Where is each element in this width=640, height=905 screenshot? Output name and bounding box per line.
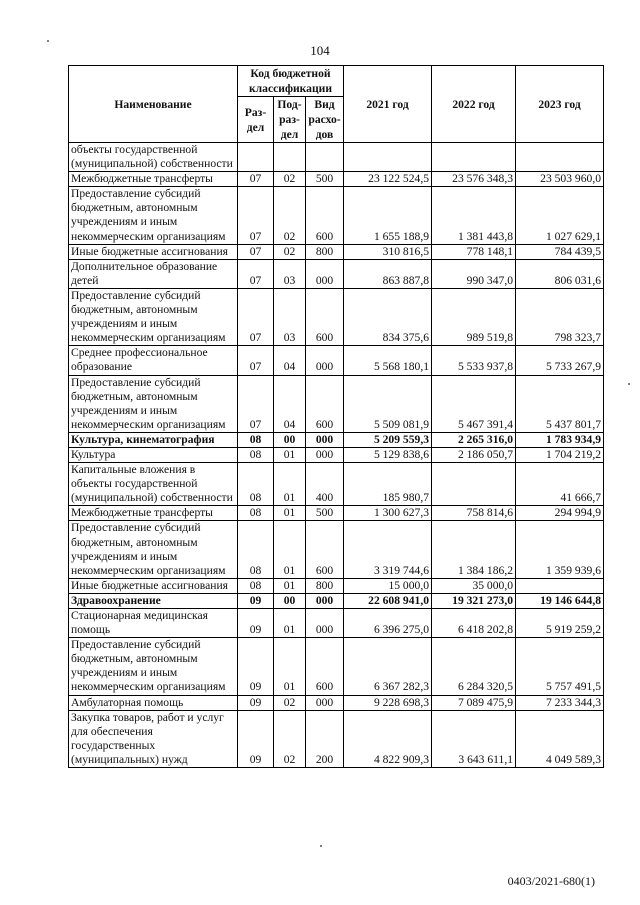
header-name: Наименование — [69, 66, 238, 143]
row-value-2021: 3 319 744,6 — [344, 521, 432, 578]
row-section: 09 — [238, 638, 274, 695]
row-value-2021 — [344, 143, 432, 172]
header-subsection: Под-раз-дел — [274, 97, 306, 143]
row-expense-type: 800 — [306, 578, 344, 593]
row-expense-type: 000 — [306, 432, 344, 447]
row-subsection: 04 — [274, 346, 306, 375]
row-value-2022: 778 148,1 — [432, 244, 516, 259]
row-name: Амбулаторная помощь — [69, 695, 238, 710]
row-subsection: 02 — [274, 172, 306, 187]
row-name: Иные бюджетные ассигнования — [69, 578, 238, 593]
row-name: Межбюджетные трансферты — [69, 506, 238, 521]
row-section: 07 — [238, 346, 274, 375]
row-value-2023 — [516, 143, 604, 172]
row-value-2021: 22 608 941,0 — [344, 593, 432, 608]
row-name: Иные бюджетные ассигнования — [69, 244, 238, 259]
row-section: 07 — [238, 288, 274, 345]
row-value-2022 — [432, 463, 516, 506]
scan-speck — [47, 40, 49, 42]
row-expense-type: 500 — [306, 506, 344, 521]
row-value-2023: 294 994,9 — [516, 506, 604, 521]
row-value-2021: 1 655 188,9 — [344, 187, 432, 244]
row-name: Предоставление субсидий бюджетным, автономным учреждениям и иным некоммерческим организациям — [69, 187, 238, 244]
row-name: Предоставление субсидий бюджетным, автономным учреждениям и иным некоммерческим организациям — [69, 521, 238, 578]
table-row — [69, 578, 604, 593]
budget-table — [68, 65, 604, 768]
row-value-2023: 1 359 939,6 — [516, 521, 604, 578]
row-value-2021: 5 129 838,6 — [344, 447, 432, 462]
row-value-2022: 5 467 391,4 — [432, 375, 516, 432]
row-subsection: 03 — [274, 288, 306, 345]
row-value-2023: 784 439,5 — [516, 244, 604, 259]
row-section: 07 — [238, 244, 274, 259]
header-2022: 2022 год — [432, 66, 516, 143]
row-value-2023: 798 323,7 — [516, 288, 604, 345]
row-value-2022: 35 000,0 — [432, 578, 516, 593]
row-subsection: 00 — [274, 432, 306, 447]
row-name: Дополнительное образование детей — [69, 259, 238, 288]
page-number: 104 — [310, 43, 330, 58]
table-row — [69, 244, 604, 259]
row-subsection: 02 — [274, 244, 306, 259]
row-value-2021: 6 367 282,3 — [344, 638, 432, 695]
document-code: 0403/2021-680(1) — [507, 874, 595, 888]
row-subsection: 01 — [274, 578, 306, 593]
row-subsection — [274, 143, 306, 172]
row-name: Закупка товаров, работ и услуг для обеспечения государственных (муниципальных) нужд — [69, 710, 238, 767]
row-value-2021: 15 000,0 — [344, 578, 432, 593]
row-section: 08 — [238, 447, 274, 462]
row-subsection: 01 — [274, 447, 306, 462]
row-subsection: 01 — [274, 521, 306, 578]
table-row — [69, 521, 604, 578]
row-name: Предоставление субсидий бюджетным, автономным учреждениям и иным некоммерческим организациям — [69, 638, 238, 695]
row-section: 08 — [238, 578, 274, 593]
row-value-2022: 7 089 475,9 — [432, 695, 516, 710]
row-subsection: 01 — [274, 506, 306, 521]
row-value-2023: 4 049 589,3 — [516, 710, 604, 767]
row-name: Культура, кинематография — [69, 432, 238, 447]
row-value-2022: 3 643 611,1 — [432, 710, 516, 767]
table-row — [69, 143, 604, 172]
row-value-2022: 6 418 202,8 — [432, 609, 516, 638]
row-value-2023 — [516, 578, 604, 593]
row-subsection: 01 — [274, 463, 306, 506]
row-expense-type: 800 — [306, 244, 344, 259]
row-subsection: 01 — [274, 609, 306, 638]
row-value-2021: 5 209 559,3 — [344, 432, 432, 447]
row-value-2022: 6 284 320,5 — [432, 638, 516, 695]
table-row — [69, 432, 604, 447]
row-name: объекты государственной (муниципальной) собственности — [69, 143, 238, 172]
row-value-2021: 1 300 627,3 — [344, 506, 432, 521]
row-name: Капитальные вложения в объекты государственной (муниципальной) собственности — [69, 463, 238, 506]
row-subsection: 04 — [274, 375, 306, 432]
table-row — [69, 259, 604, 288]
row-value-2021: 185 980,7 — [344, 463, 432, 506]
row-expense-type: 000 — [306, 346, 344, 375]
row-value-2022: 1 381 443,8 — [432, 187, 516, 244]
row-expense-type — [306, 143, 344, 172]
row-section: 07 — [238, 375, 274, 432]
table-body — [69, 143, 604, 768]
row-value-2022: 19 321 273,0 — [432, 593, 516, 608]
row-section: 08 — [238, 521, 274, 578]
row-name: Среднее профессиональное образование — [69, 346, 238, 375]
header-expense-type: Вид расхо-дов — [306, 97, 344, 143]
row-value-2022 — [432, 143, 516, 172]
row-section: 08 — [238, 463, 274, 506]
row-expense-type: 600 — [306, 187, 344, 244]
row-section: 07 — [238, 259, 274, 288]
row-expense-type: 500 — [306, 172, 344, 187]
table-row — [69, 695, 604, 710]
row-value-2021: 863 887,8 — [344, 259, 432, 288]
row-expense-type: 400 — [306, 463, 344, 506]
row-value-2022: 5 533 937,8 — [432, 346, 516, 375]
row-subsection: 02 — [274, 187, 306, 244]
row-value-2021: 310 816,5 — [344, 244, 432, 259]
table-row — [69, 506, 604, 521]
row-subsection: 00 — [274, 593, 306, 608]
row-section: 09 — [238, 710, 274, 767]
row-subsection: 01 — [274, 638, 306, 695]
table-row — [69, 447, 604, 462]
row-value-2021: 4 822 909,3 — [344, 710, 432, 767]
row-expense-type: 600 — [306, 288, 344, 345]
row-name: Предоставление субсидий бюджетным, автономным учреждениям и иным некоммерческим организациям — [69, 375, 238, 432]
row-section: 09 — [238, 609, 274, 638]
row-value-2023: 1 704 219,2 — [516, 447, 604, 462]
row-subsection: 03 — [274, 259, 306, 288]
row-expense-type: 600 — [306, 638, 344, 695]
row-value-2023: 806 031,6 — [516, 259, 604, 288]
row-value-2022: 758 814,6 — [432, 506, 516, 521]
row-value-2022: 2 186 050,7 — [432, 447, 516, 462]
row-section — [238, 143, 274, 172]
table-row — [69, 463, 604, 506]
row-name: Здравоохранение — [69, 593, 238, 608]
row-section: 09 — [238, 593, 274, 608]
table-row — [69, 172, 604, 187]
row-value-2023: 1 027 629,1 — [516, 187, 604, 244]
row-name: Предоставление субсидий бюджетным, автономным учреждениям и иным некоммерческим организациям — [69, 288, 238, 345]
row-value-2023: 19 146 644,8 — [516, 593, 604, 608]
row-section: 08 — [238, 506, 274, 521]
header-section: Раз-дел — [238, 97, 274, 143]
row-value-2021: 5 568 180,1 — [344, 346, 432, 375]
row-expense-type: 200 — [306, 710, 344, 767]
row-expense-type: 000 — [306, 447, 344, 462]
row-value-2023: 41 666,7 — [516, 463, 604, 506]
row-expense-type: 600 — [306, 521, 344, 578]
row-expense-type: 000 — [306, 259, 344, 288]
scan-speck — [320, 845, 322, 847]
row-subsection: 02 — [274, 695, 306, 710]
row-value-2022: 989 519,8 — [432, 288, 516, 345]
row-value-2023: 5 733 267,9 — [516, 346, 604, 375]
row-section: 07 — [238, 187, 274, 244]
table-row — [69, 710, 604, 767]
table-row — [69, 346, 604, 375]
header-2023: 2023 год — [516, 66, 604, 143]
table-row — [69, 609, 604, 638]
table-row — [69, 638, 604, 695]
row-value-2022: 1 384 186,2 — [432, 521, 516, 578]
row-name: Стационарная медицинская помощь — [69, 609, 238, 638]
row-name: Культура — [69, 447, 238, 462]
row-value-2021: 23 122 524,5 — [344, 172, 432, 187]
row-value-2023: 23 503 960,0 — [516, 172, 604, 187]
row-value-2022: 23 576 348,3 — [432, 172, 516, 187]
row-value-2022: 2 265 316,0 — [432, 432, 516, 447]
table-row — [69, 187, 604, 244]
row-value-2023: 1 783 934,9 — [516, 432, 604, 447]
row-section: 08 — [238, 432, 274, 447]
row-expense-type: 600 — [306, 375, 344, 432]
row-value-2021: 5 509 081,9 — [344, 375, 432, 432]
header-2021: 2021 год — [344, 66, 432, 143]
row-value-2023: 7 233 344,3 — [516, 695, 604, 710]
row-subsection: 02 — [274, 710, 306, 767]
scan-speck — [628, 383, 630, 385]
row-value-2022: 990 347,0 — [432, 259, 516, 288]
row-value-2023: 5 437 801,7 — [516, 375, 604, 432]
row-value-2021: 9 228 698,3 — [344, 695, 432, 710]
row-section: 07 — [238, 172, 274, 187]
row-expense-type: 000 — [306, 609, 344, 638]
row-value-2023: 5 919 259,2 — [516, 609, 604, 638]
table-row — [69, 375, 604, 432]
row-section: 09 — [238, 695, 274, 710]
row-expense-type: 000 — [306, 695, 344, 710]
row-expense-type: 000 — [306, 593, 344, 608]
header-code-group: Код бюджетной классификации — [238, 66, 344, 97]
row-value-2021: 6 396 275,0 — [344, 609, 432, 638]
row-value-2023: 5 757 491,5 — [516, 638, 604, 695]
row-value-2021: 834 375,6 — [344, 288, 432, 345]
table-row — [69, 593, 604, 608]
row-name: Межбюджетные трансферты — [69, 172, 238, 187]
table-row — [69, 288, 604, 345]
